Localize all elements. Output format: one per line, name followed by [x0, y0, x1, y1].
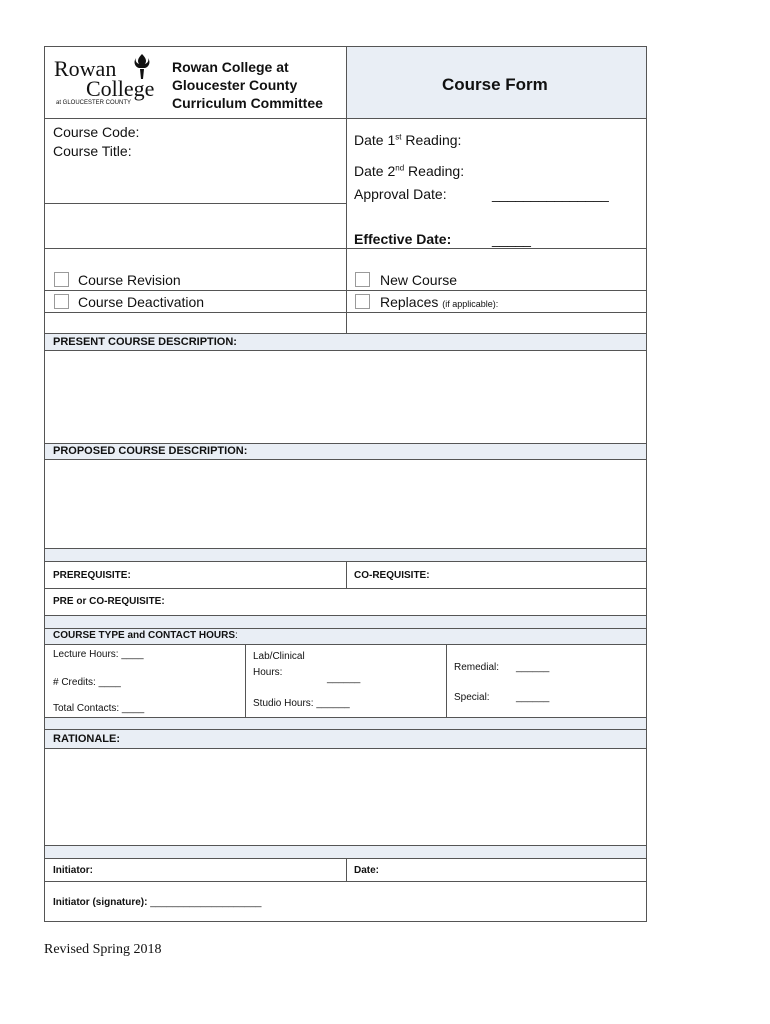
lab-clinical-label-line1: Lab/Clinical — [253, 651, 305, 662]
lecture-hours-field[interactable]: Lecture Hours: ____ — [53, 649, 144, 660]
checkbox-row-rule — [44, 290, 647, 291]
new-course-checkbox[interactable] — [355, 272, 370, 287]
spacer-bar-3 — [45, 718, 646, 729]
initiator-divider — [346, 858, 347, 881]
org-name-line3: Curriculum Committee — [172, 95, 323, 111]
remedial-label: Remedial: — [454, 662, 500, 673]
prereq-divider — [346, 561, 347, 588]
approval-date-field[interactable]: _______________ — [492, 186, 609, 202]
effective-date-label: Effective Date: — [354, 231, 452, 247]
date-label: Date: — [354, 865, 380, 876]
rationale-area[interactable] — [45, 749, 646, 845]
credits-field[interactable]: # Credits: ____ — [53, 677, 121, 688]
pre-or-co-requisite-label: PRE or CO-REQUISITE: — [53, 596, 165, 607]
replaces-checkbox[interactable] — [355, 294, 370, 309]
course-revision-checkbox[interactable] — [54, 272, 69, 287]
form-title: Course Form — [442, 75, 548, 94]
initiator-signature-row: Initiator (signature): ____________________ — [53, 897, 262, 908]
initiator-label: Initiator: — [53, 865, 93, 876]
course-type-header-rule — [44, 644, 647, 645]
hours-divider-2 — [446, 644, 447, 717]
course-type-heading: COURSE TYPE and CONTACT HOURS: — [53, 630, 238, 641]
studio-hours-field[interactable]: Studio Hours: ______ — [253, 698, 350, 709]
course-deactivation-label: Course Deactivation — [78, 294, 205, 310]
date-second-reading: Date 2nd Reading: — [354, 163, 465, 179]
course-code-label: Course Code: — [53, 124, 140, 140]
hours-divider-1 — [245, 644, 246, 717]
proposed-description-area[interactable] — [45, 460, 646, 548]
remedial-field[interactable]: ______ — [516, 662, 550, 673]
revised-note: Revised Spring 2018 — [44, 942, 162, 957]
org-name-line1: Rowan College at — [172, 59, 289, 75]
prereq-bottom-rule — [44, 588, 647, 589]
proposed-description-heading: PROPOSED COURSE DESCRIPTION: — [53, 445, 248, 457]
college-logo — [52, 52, 164, 112]
course-revision-label: Course Revision — [78, 272, 181, 288]
lab-clinical-label-line2: Hours: — [253, 667, 283, 678]
spacer-bar-4 — [45, 846, 646, 858]
logo-tagline: at GLOUCESTER COUNTY — [56, 100, 132, 106]
approval-date-label: Approval Date: — [354, 186, 447, 202]
rationale-header-bar — [45, 730, 646, 748]
special-label: Special: — [454, 692, 490, 703]
course-code-divider — [44, 203, 346, 204]
course-title-label: Course Title: — [53, 143, 132, 159]
logo-word-college: College — [86, 76, 155, 101]
new-course-label: New Course — [380, 272, 458, 288]
initiator-signature-field[interactable]: ____________________ — [150, 897, 262, 908]
initiator-bottom-rule — [44, 881, 647, 882]
org-name-line2: Gloucester County — [172, 77, 298, 93]
total-contacts-field[interactable]: Total Contacts: ____ — [53, 703, 145, 714]
corequisite-label: CO-REQUISITE: — [354, 570, 430, 581]
present-description-area[interactable] — [45, 351, 646, 443]
replaces-label: Replaces (if applicable): — [380, 294, 499, 310]
spacer-bar-2 — [45, 616, 646, 628]
special-field[interactable]: ______ — [516, 692, 550, 703]
date-first-reading: Date 1st Reading: — [354, 132, 462, 148]
rationale-heading: RATIONALE: — [53, 733, 121, 745]
prerequisite-label: PREREQUISITE: — [53, 570, 131, 581]
spacer-bar-1 — [45, 549, 646, 561]
checkbox-bottom-rule — [44, 312, 647, 313]
present-description-heading: PRESENT COURSE DESCRIPTION: — [53, 336, 237, 348]
header-bottom-rule — [44, 118, 647, 119]
effective-date-field[interactable]: _____ — [492, 231, 531, 247]
lab-clinical-field[interactable]: ______ — [327, 673, 361, 684]
course-deactivation-checkbox[interactable] — [54, 294, 69, 309]
logo-word-rowan: Rowan — [54, 56, 117, 81]
info-bottom-rule — [44, 248, 647, 249]
